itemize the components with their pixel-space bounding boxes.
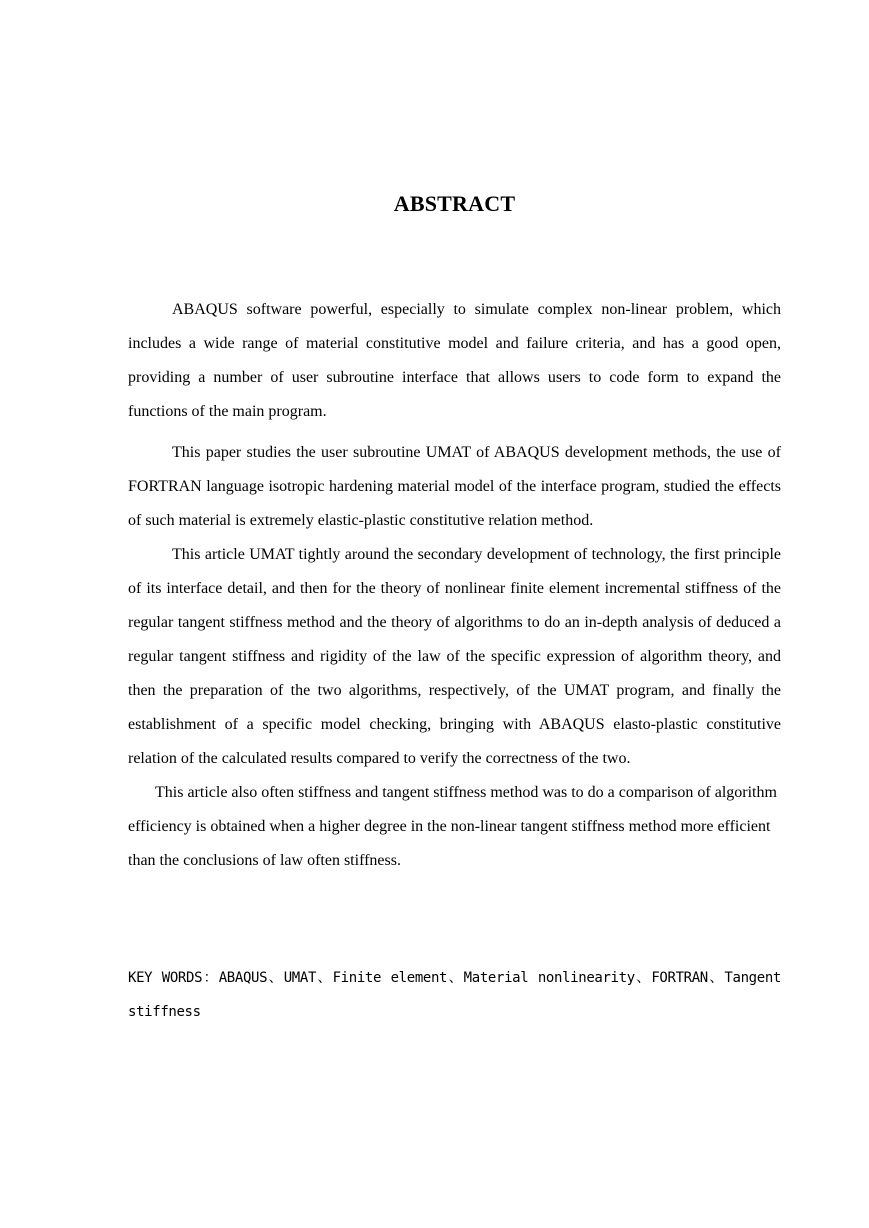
abstract-body: [128, 293, 781, 878]
abstract-paragraph-1: ABAQUS software powerful, especially to simulate complex non-linear problem, which includes a wide range of material constitutive model and failure criteria, and has a good open, providing a number of user subroutine interface that allows users to code form to expand the functions of the main program.: [128, 301, 781, 420]
abstract-paragraph-2: This paper studies the user subroutine UMAT of ABAQUS development methods, the use of FORTRAN language isotropic hardening material model of the interface program, studied the effects of such material is extremely elastic-plastic constitutive relation method.: [128, 444, 781, 529]
keywords-line: KEY WORDS：ABAQUS、UMAT、Finite element、Material nonlinearity、FORTRAN、Tangent stiffness: [128, 970, 781, 1020]
abstract-paragraph-4: This article also often stiffness and tangent stiffness method was to do a comparison of algorithm efficiency is obtained when a higher degree in the non-linear tangent stiffness method more efficient than the conclusions of law often stiffness.: [128, 784, 777, 869]
page-title: ABSTRACT: [393, 190, 516, 216]
abstract-paragraph-3: This article UMAT tightly around the secondary development of technology, the first principle of its interface detail, and then for the theory of nonlinear finite element incremental stiffness of the regular tangent stiffness method and the theory of algorithms to do an in-depth analysis of deduced a regular tangent stiffness and rigidity of the law of the specific expression of algorithm theory, and then the preparation of the two algorithms, respectively, of the UMAT program, and finally the establishment of a specific model checking, bringing with ABAQUS elasto-plastic constitutive relation of the calculated results compared to verify the correctness of the two.: [128, 546, 781, 767]
